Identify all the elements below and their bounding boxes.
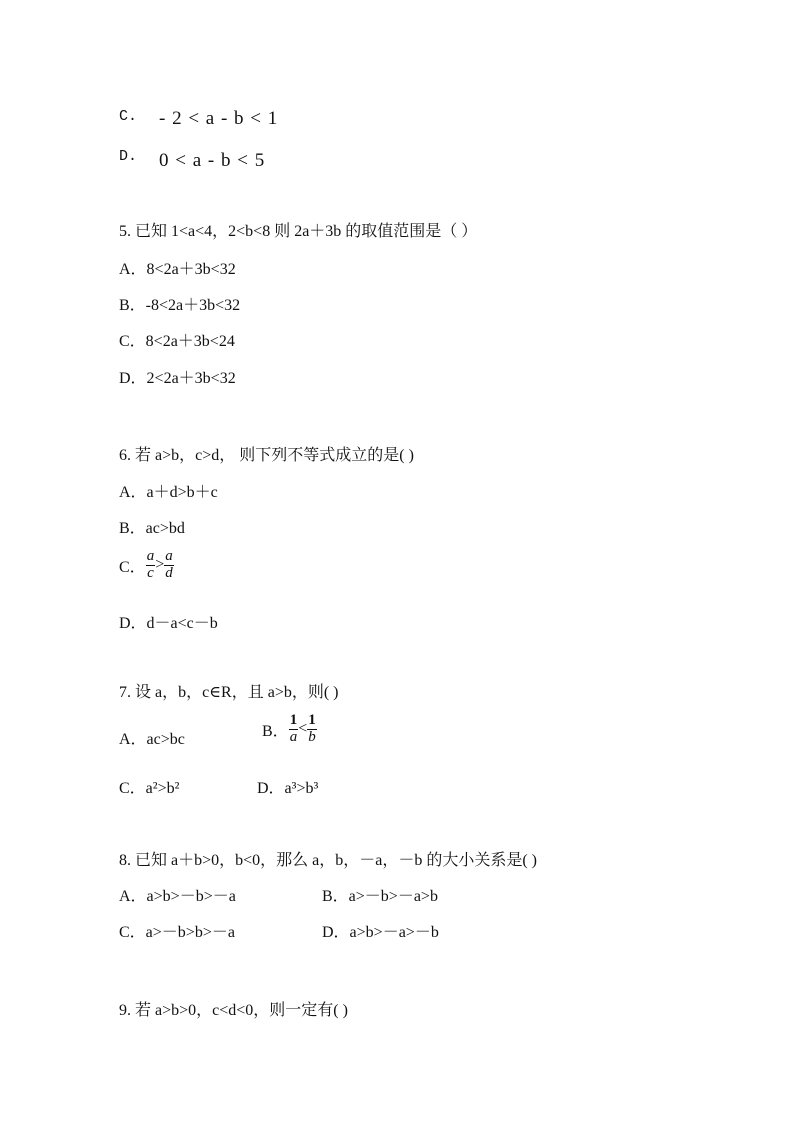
q6-stem: 6. 若 a>b，c>d， 则下列不等式成立的是( ) [119, 447, 414, 464]
q7-option-b-label: B． [262, 722, 289, 740]
fraction-denominator: b [308, 728, 316, 745]
q7-option-b [262, 713, 317, 746]
q7-option-a: A．ac>bc [119, 731, 185, 748]
q5-option-b: B．-8<2a＋3b<32 [119, 297, 241, 314]
q8-option-c: C．a>－b>b>－a [119, 924, 235, 941]
q4-option-c-label: C. [119, 108, 138, 125]
q8-option-d: D．a>b>－a>－b [322, 924, 439, 941]
q6-option-a: A．a＋d>b＋c [119, 484, 218, 501]
fraction-numerator: 1 [308, 712, 316, 728]
q4-option-c-expr: - 2 < a - b < 1 [159, 108, 279, 129]
q5-option-d: D．2<2a＋3b<32 [119, 370, 236, 387]
q5-stem: 5. 已知 1<a<4，2<b<8 则 2a＋3b 的取值范围是（ ） [119, 223, 478, 240]
q7-stem: 7. 设 a，b，c∈R，且 a>b，则( ) [119, 684, 339, 701]
fraction-denominator: d [165, 564, 173, 581]
fraction-numerator: a [165, 548, 173, 564]
fraction-numerator: 1 [289, 712, 298, 728]
q7-option-b-operator: < [298, 720, 308, 738]
q5-option-a: A．8<2a＋3b<32 [119, 261, 236, 278]
q6-option-c [119, 549, 174, 582]
q6-option-c-operator: > [155, 556, 165, 574]
q4-option-d-label: D. [119, 148, 138, 165]
q5-option-c: C．8<2a＋3b<24 [119, 333, 235, 350]
q9-stem: 9. 若 a>b>0，c<d<0，则一定有( ) [119, 1002, 348, 1019]
fraction-numerator: a [146, 548, 155, 564]
q8-option-b: B．a>－b>－a>b [322, 888, 438, 905]
q8-stem: 8. 已知 a＋b>0，b<0，那么 a，b，－a，－b 的大小关系是( ) [119, 852, 538, 869]
q4-option-d-expr: 0 < a - b < 5 [159, 150, 266, 171]
q7-option-b-fraction-1 [289, 713, 299, 746]
q7-option-d: D．a³>b³ [257, 780, 319, 797]
q7-option-c: C．a²>b² [119, 780, 180, 797]
fraction-denominator: c [147, 564, 154, 581]
q7-option-b-fraction-2 [307, 713, 317, 746]
q6-option-c-label: C． [119, 558, 146, 576]
q8-option-a: A．a>b>－b>－a [119, 888, 236, 905]
fraction-denominator: a [289, 728, 298, 745]
q6-option-b: B．ac>bd [119, 520, 185, 537]
q6-option-d: D．d－a<c－b [119, 615, 218, 632]
q6-option-c-fraction-1 [146, 549, 156, 582]
q6-option-c-fraction-2 [164, 549, 174, 582]
